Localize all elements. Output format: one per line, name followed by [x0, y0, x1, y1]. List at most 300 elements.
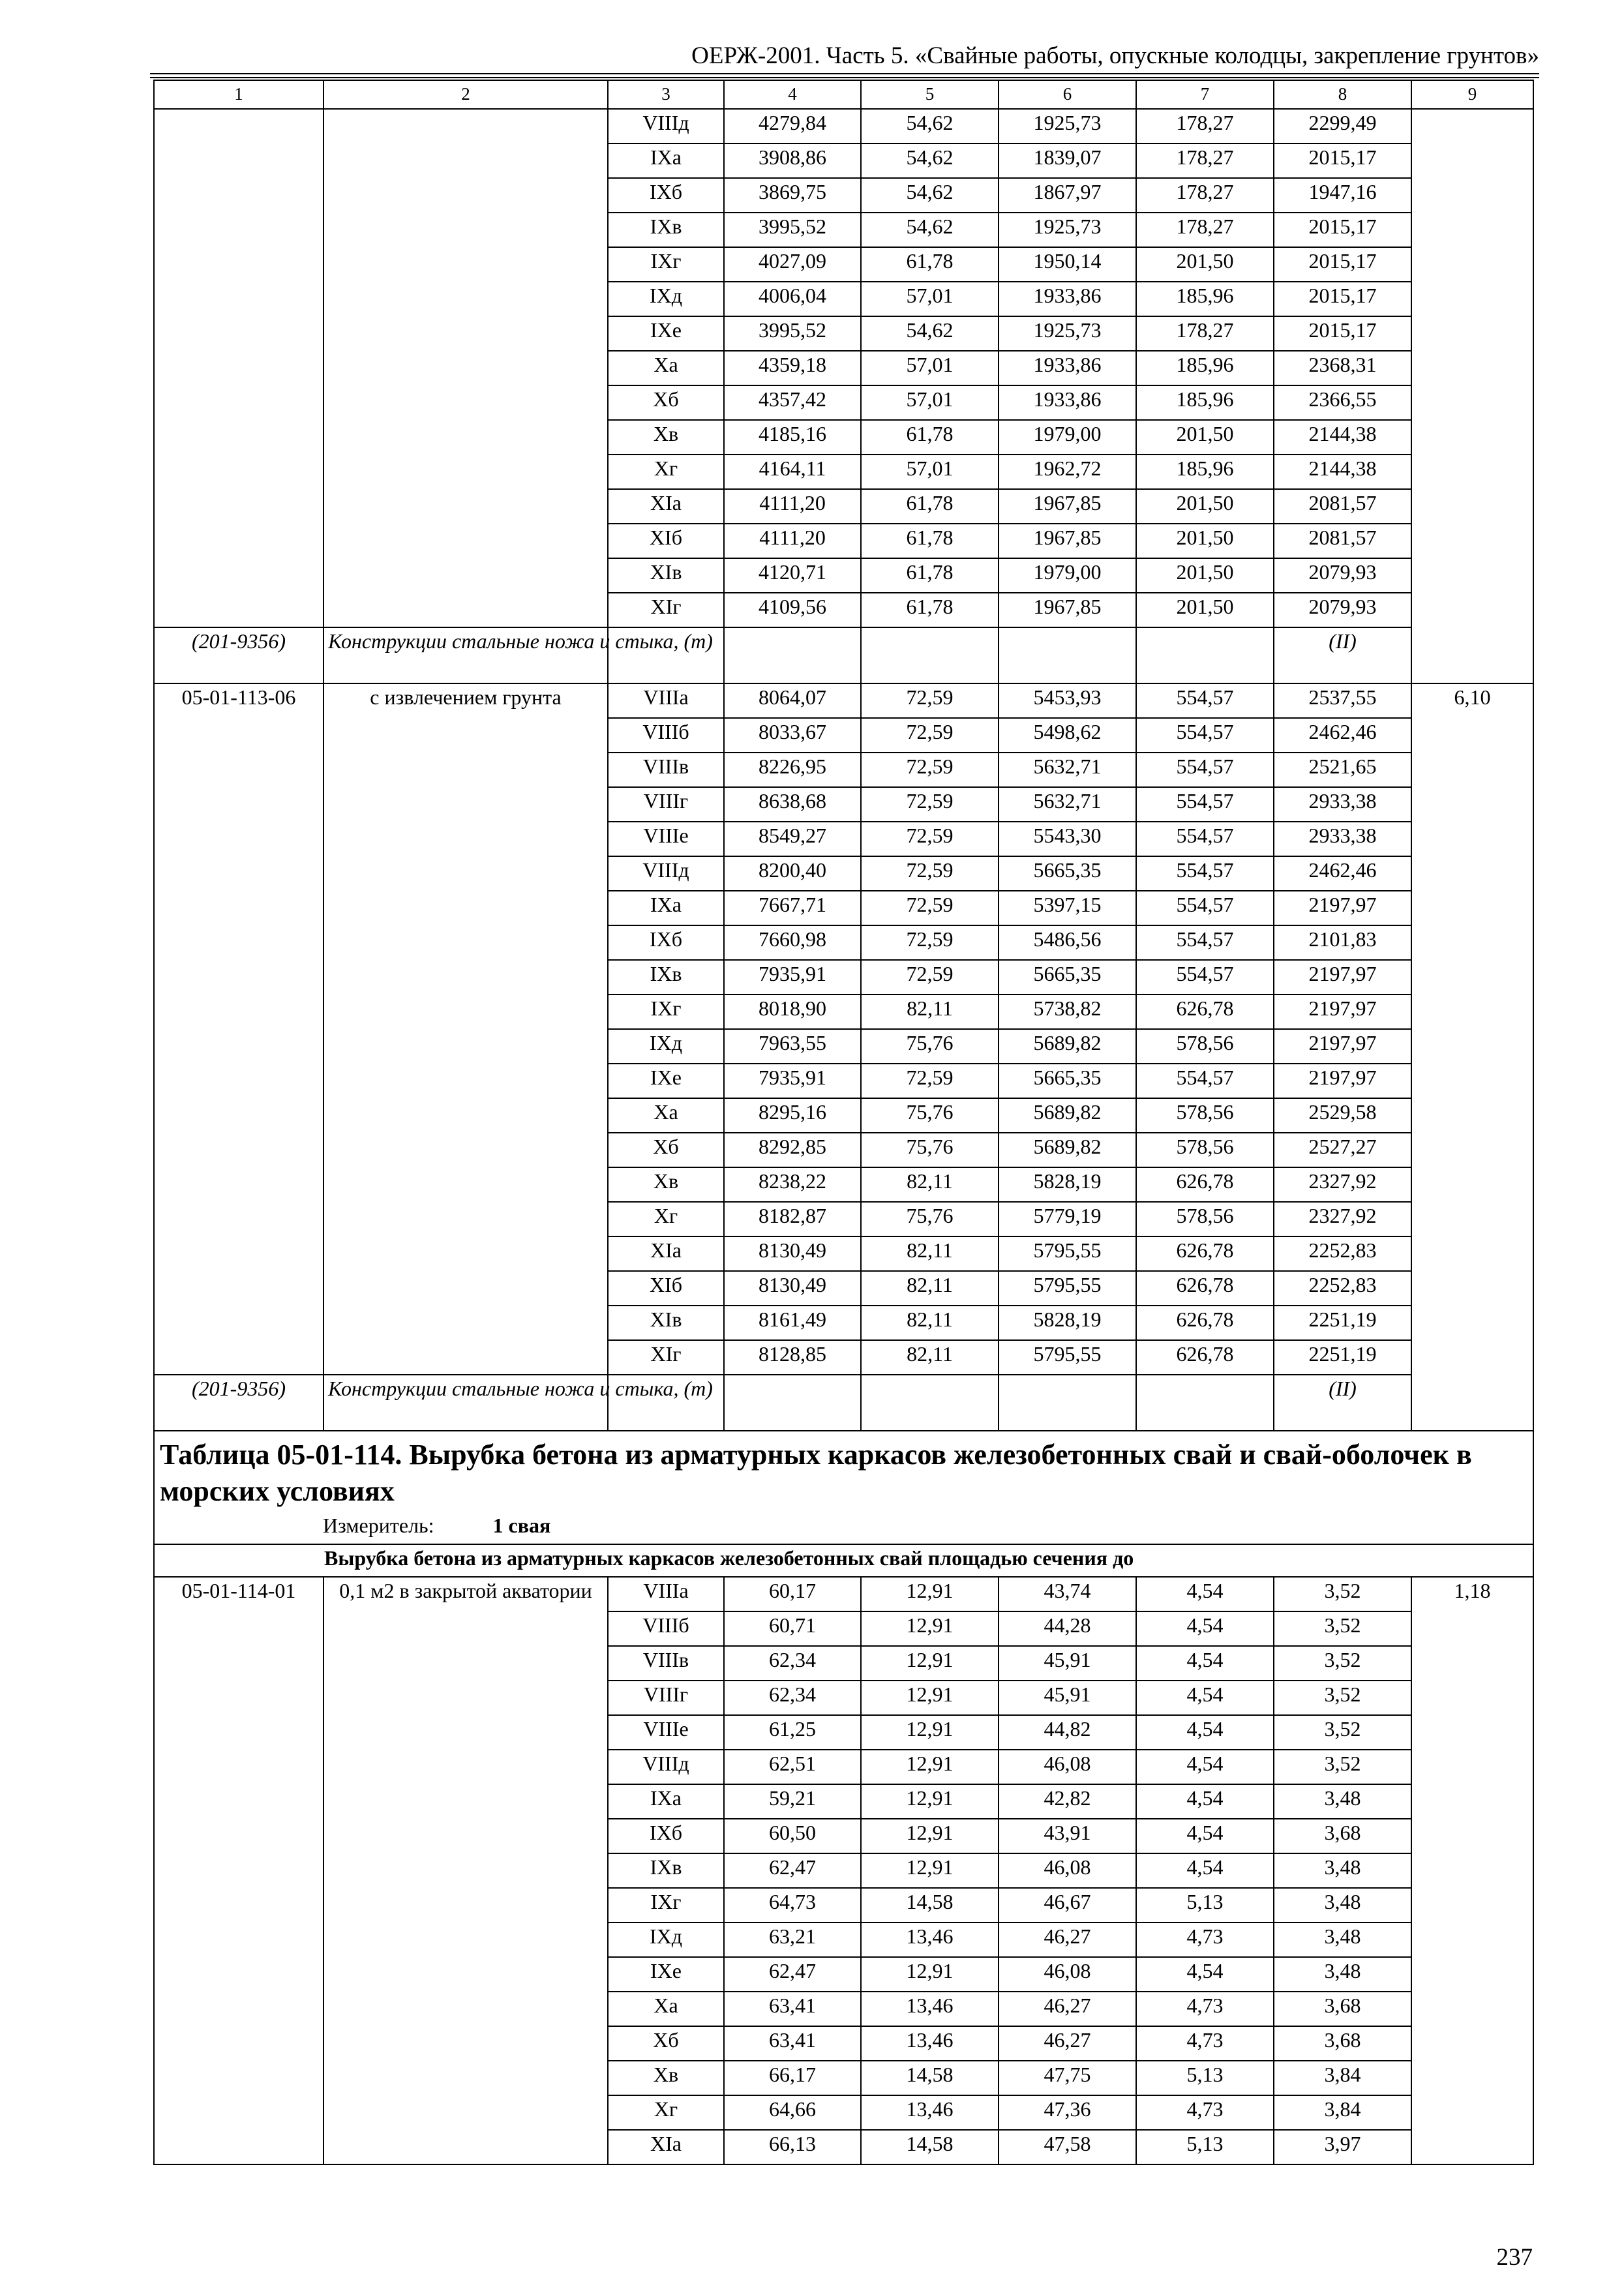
zone-cell: Xб	[608, 2026, 724, 2061]
value-cell: 2251,19	[1274, 1306, 1411, 1340]
value-cell: 47,58	[999, 2130, 1136, 2164]
value-cell: 82,11	[861, 1271, 999, 1306]
value-cell: 72,59	[861, 753, 999, 787]
value-cell: 5689,82	[999, 1133, 1136, 1167]
value-cell: 2144,38	[1274, 455, 1411, 489]
zone-cell: VIIIг	[608, 1681, 724, 1715]
value-cell: 72,59	[861, 718, 999, 753]
value-cell: 554,57	[1136, 960, 1274, 995]
zone-cell: VIIIд	[608, 856, 724, 891]
value-cell: 4,54	[1136, 1611, 1274, 1646]
value-cell: 72,59	[861, 787, 999, 822]
value-cell: 2252,83	[1274, 1271, 1411, 1306]
value-cell: 44,28	[999, 1611, 1136, 1646]
value-cell: 3,48	[1274, 1784, 1411, 1819]
value-cell: 2327,92	[1274, 1167, 1411, 1202]
value-cell: 3,48	[1274, 1957, 1411, 1992]
value-cell: 5689,82	[999, 1029, 1136, 1064]
value-cell: 554,57	[1136, 822, 1274, 856]
value-cell: 5689,82	[999, 1098, 1136, 1133]
zone-cell: XIг	[608, 593, 724, 627]
value-cell: 626,78	[1136, 995, 1274, 1029]
value-cell: 5,13	[1136, 2130, 1274, 2164]
value-cell: 3,52	[1274, 1715, 1411, 1750]
value-cell: 2368,31	[1274, 351, 1411, 385]
value-cell: 185,96	[1136, 351, 1274, 385]
value-cell: 1925,73	[999, 109, 1136, 143]
value-cell: 5,13	[1136, 1888, 1274, 1922]
zone-cell: IXв	[608, 213, 724, 247]
value-cell: 1979,00	[999, 420, 1136, 455]
table-title-cell	[154, 1431, 1533, 1544]
value-cell: 47,75	[999, 2061, 1136, 2095]
value-cell: 8033,67	[724, 718, 861, 753]
value-cell: 2144,38	[1274, 420, 1411, 455]
value-cell: 578,56	[1136, 1098, 1274, 1133]
zone-cell: IXг	[608, 247, 724, 282]
value-cell: 4357,42	[724, 385, 861, 420]
value-cell: 3,52	[1274, 1681, 1411, 1715]
value-cell: 54,62	[861, 109, 999, 143]
value-cell: 3,68	[1274, 1992, 1411, 2026]
value-cell: 54,62	[861, 178, 999, 213]
value-cell: 4111,20	[724, 524, 861, 558]
value-cell: 4006,04	[724, 282, 861, 316]
value-cell: 2015,17	[1274, 213, 1411, 247]
resource-row	[154, 627, 1533, 683]
value-cell: 8128,85	[724, 1340, 861, 1375]
zone-cell: Xг	[608, 455, 724, 489]
value-cell: 5738,82	[999, 995, 1136, 1029]
zone-cell: IXв	[608, 960, 724, 995]
value-cell: 2529,58	[1274, 1098, 1411, 1133]
value-cell: 57,01	[861, 351, 999, 385]
value-cell: 201,50	[1136, 593, 1274, 627]
value-cell: 554,57	[1136, 856, 1274, 891]
value-cell: 5486,56	[999, 925, 1136, 960]
value-cell: 54,62	[861, 143, 999, 178]
zone-cell: Xб	[608, 385, 724, 420]
value-cell: 8549,27	[724, 822, 861, 856]
zone-cell: Xв	[608, 1167, 724, 1202]
value-cell: 2252,83	[1274, 1236, 1411, 1271]
value-cell: 2933,38	[1274, 822, 1411, 856]
zone-cell: VIIIд	[608, 1750, 724, 1784]
running-header: ОЕРЖ-2001. Часть 5. «Свайные работы, опускные колодцы, закрепление грунтов»	[691, 42, 1539, 69]
value-cell: 63,21	[724, 1922, 861, 1957]
value-cell: 2079,93	[1274, 593, 1411, 627]
value-cell: 8226,95	[724, 753, 861, 787]
value-cell: 72,59	[861, 960, 999, 995]
column-number: 9	[1411, 80, 1533, 109]
col9-cell: 6,10	[1411, 683, 1533, 1431]
header-rule-thin	[150, 77, 1539, 78]
value-cell: 2015,17	[1274, 247, 1411, 282]
value-cell: 60,17	[724, 1577, 861, 1611]
column-number: 8	[1274, 80, 1411, 109]
value-cell: 185,96	[1136, 385, 1274, 420]
subheading-row	[154, 1544, 1533, 1577]
value-cell: 3995,52	[724, 213, 861, 247]
value-cell: 2197,97	[1274, 995, 1411, 1029]
zone-cell: IXд	[608, 1029, 724, 1064]
value-cell: 72,59	[861, 856, 999, 891]
value-cell: 626,78	[1136, 1167, 1274, 1202]
rate-name-cell	[323, 109, 608, 627]
zone-cell: VIIIв	[608, 753, 724, 787]
empty-cell	[724, 1375, 861, 1431]
value-cell: 72,59	[861, 1064, 999, 1098]
value-cell: 61,78	[861, 593, 999, 627]
value-cell: 61,78	[861, 558, 999, 593]
zone-cell: XIв	[608, 558, 724, 593]
zone-cell: XIг	[608, 1340, 724, 1375]
value-cell: 2299,49	[1274, 109, 1411, 143]
zone-cell: XIв	[608, 1306, 724, 1340]
value-cell: 47,36	[999, 2095, 1136, 2130]
value-cell: 2101,83	[1274, 925, 1411, 960]
zone-cell: IXе	[608, 1957, 724, 1992]
value-cell: 3,52	[1274, 1750, 1411, 1784]
empty-cell	[724, 627, 861, 683]
value-cell: 72,59	[861, 683, 999, 718]
zone-cell: IXд	[608, 1922, 724, 1957]
value-cell: 3,97	[1274, 2130, 1411, 2164]
value-cell: 60,50	[724, 1819, 861, 1853]
value-cell: 178,27	[1136, 109, 1274, 143]
value-cell: 44,82	[999, 1715, 1136, 1750]
table-row	[154, 1577, 1533, 1611]
value-cell: 75,76	[861, 1202, 999, 1236]
value-cell: 626,78	[1136, 1271, 1274, 1306]
value-cell: 5779,19	[999, 1202, 1136, 1236]
zone-cell: IXе	[608, 1064, 724, 1098]
empty-cell	[1136, 1375, 1274, 1431]
value-cell: 8638,68	[724, 787, 861, 822]
value-cell: 1979,00	[999, 558, 1136, 593]
value-cell: 626,78	[1136, 1306, 1274, 1340]
zone-cell: VIIIб	[608, 1611, 724, 1646]
value-cell: 4,54	[1136, 1819, 1274, 1853]
zone-cell: IXб	[608, 925, 724, 960]
zone-cell: XIа	[608, 489, 724, 524]
value-cell: 4,54	[1136, 1577, 1274, 1611]
value-cell: 178,27	[1136, 143, 1274, 178]
value-cell: 8182,87	[724, 1202, 861, 1236]
value-cell: 4359,18	[724, 351, 861, 385]
value-cell: 1967,85	[999, 593, 1136, 627]
resource-name: Конструкции стальные ножа и стыка, (т)	[323, 627, 608, 683]
zone-cell: IXд	[608, 282, 724, 316]
value-cell: 5828,19	[999, 1167, 1136, 1202]
column-number: 4	[724, 80, 861, 109]
value-cell: 2081,57	[1274, 489, 1411, 524]
value-cell: 4185,16	[724, 420, 861, 455]
value-cell: 1947,16	[1274, 178, 1411, 213]
value-cell: 14,58	[861, 1888, 999, 1922]
col9-cell: 1,18	[1411, 1577, 1533, 2164]
zone-cell: XIа	[608, 1236, 724, 1271]
value-cell: 61,78	[861, 247, 999, 282]
value-cell: 66,17	[724, 2061, 861, 2095]
value-cell: 2251,19	[1274, 1340, 1411, 1375]
value-cell: 64,66	[724, 2095, 861, 2130]
value-cell: 4027,09	[724, 247, 861, 282]
value-cell: 4,54	[1136, 1681, 1274, 1715]
value-cell: 554,57	[1136, 718, 1274, 753]
value-cell: 54,62	[861, 316, 999, 351]
empty-cell	[861, 1375, 999, 1431]
value-cell: 12,91	[861, 1853, 999, 1888]
value-cell: 12,91	[861, 1819, 999, 1853]
page-number: 237	[1496, 2244, 1533, 2271]
zone-cell: IXг	[608, 995, 724, 1029]
value-cell: 8161,49	[724, 1306, 861, 1340]
value-cell: 4,54	[1136, 1646, 1274, 1681]
value-cell: 3908,86	[724, 143, 861, 178]
value-cell: 60,71	[724, 1611, 861, 1646]
column-number: 2	[323, 80, 608, 109]
value-cell: 8018,90	[724, 995, 861, 1029]
value-cell: 59,21	[724, 1784, 861, 1819]
value-cell: 2462,46	[1274, 856, 1411, 891]
value-cell: 4,73	[1136, 2026, 1274, 2061]
value-cell: 2327,92	[1274, 1202, 1411, 1236]
rate-code-cell: 05-01-114-01	[154, 1577, 323, 2164]
value-cell: 201,50	[1136, 247, 1274, 282]
zone-cell: VIIIб	[608, 718, 724, 753]
value-cell: 1933,86	[999, 351, 1136, 385]
value-cell: 8292,85	[724, 1133, 861, 1167]
value-cell: 201,50	[1136, 420, 1274, 455]
value-cell: 46,27	[999, 1992, 1136, 2026]
value-cell: 5665,35	[999, 960, 1136, 995]
value-cell: 3,48	[1274, 1922, 1411, 1957]
value-cell: 13,46	[861, 2026, 999, 2061]
value-cell: 12,91	[861, 1646, 999, 1681]
value-cell: 2197,97	[1274, 960, 1411, 995]
zone-cell: XIб	[608, 1271, 724, 1306]
value-cell: 2015,17	[1274, 282, 1411, 316]
measure-label: Измеритель:	[323, 1514, 434, 1537]
empty-cell	[861, 627, 999, 683]
zone-cell: IXе	[608, 316, 724, 351]
value-cell: 14,58	[861, 2061, 999, 2095]
value-cell: 578,56	[1136, 1029, 1274, 1064]
rate-code-cell	[154, 109, 323, 627]
value-cell: 13,46	[861, 2095, 999, 2130]
value-cell: 2462,46	[1274, 718, 1411, 753]
value-cell: 4164,11	[724, 455, 861, 489]
value-cell: 554,57	[1136, 787, 1274, 822]
value-cell: 61,78	[861, 489, 999, 524]
empty-cell	[999, 1375, 1136, 1431]
value-cell: 4,54	[1136, 1853, 1274, 1888]
value-cell: 2197,97	[1274, 891, 1411, 925]
value-cell: 57,01	[861, 455, 999, 489]
column-number-row	[154, 80, 1533, 109]
value-cell: 5453,93	[999, 683, 1136, 718]
value-cell: 7935,91	[724, 1064, 861, 1098]
value-cell: 7660,98	[724, 925, 861, 960]
value-cell: 42,82	[999, 1784, 1136, 1819]
resource-value: (II)	[1274, 1375, 1411, 1431]
zone-cell: IXб	[608, 1819, 724, 1853]
value-cell: 5795,55	[999, 1271, 1136, 1306]
value-cell: 5632,71	[999, 787, 1136, 822]
value-cell: 4109,56	[724, 593, 861, 627]
value-cell: 5498,62	[999, 718, 1136, 753]
resource-value: (II)	[1274, 627, 1411, 683]
table-row	[154, 683, 1533, 718]
zone-cell: IXг	[608, 1888, 724, 1922]
value-cell: 14,58	[861, 2130, 999, 2164]
value-cell: 3,84	[1274, 2095, 1411, 2130]
zone-cell: Xа	[608, 1992, 724, 2026]
value-cell: 554,57	[1136, 1064, 1274, 1098]
value-cell: 201,50	[1136, 524, 1274, 558]
value-cell: 3869,75	[724, 178, 861, 213]
value-cell: 8295,16	[724, 1098, 861, 1133]
value-cell: 4111,20	[724, 489, 861, 524]
value-cell: 178,27	[1136, 213, 1274, 247]
value-cell: 7667,71	[724, 891, 861, 925]
value-cell: 5,13	[1136, 2061, 1274, 2095]
measure-value: 1 свая	[492, 1514, 551, 1537]
value-cell: 4,73	[1136, 1992, 1274, 2026]
value-cell: 178,27	[1136, 178, 1274, 213]
subheading: Вырубка бетона из арматурных каркасов железобетонных свай площадью сечения до	[154, 1544, 1533, 1577]
zone-cell: VIIIа	[608, 1577, 724, 1611]
value-cell: 62,34	[724, 1681, 861, 1715]
value-cell: 63,41	[724, 1992, 861, 2026]
value-cell: 2537,55	[1274, 683, 1411, 718]
value-cell: 2366,55	[1274, 385, 1411, 420]
value-cell: 1967,85	[999, 489, 1136, 524]
value-cell: 46,08	[999, 1750, 1136, 1784]
value-cell: 3,48	[1274, 1853, 1411, 1888]
value-cell: 13,46	[861, 1922, 999, 1957]
value-cell: 13,46	[861, 1992, 999, 2026]
value-cell: 2521,65	[1274, 753, 1411, 787]
value-cell: 3,68	[1274, 1819, 1411, 1853]
value-cell: 61,25	[724, 1715, 861, 1750]
value-cell: 82,11	[861, 1167, 999, 1202]
value-cell: 626,78	[1136, 1236, 1274, 1271]
value-cell: 12,91	[861, 1577, 999, 1611]
zone-cell: Xв	[608, 2061, 724, 2095]
value-cell: 3,48	[1274, 1888, 1411, 1922]
value-cell: 5665,35	[999, 1064, 1136, 1098]
value-cell: 75,76	[861, 1098, 999, 1133]
value-cell: 2015,17	[1274, 316, 1411, 351]
value-cell: 1967,85	[999, 524, 1136, 558]
zone-cell: IXб	[608, 178, 724, 213]
value-cell: 4120,71	[724, 558, 861, 593]
value-cell: 63,41	[724, 2026, 861, 2061]
resource-code: (201-9356)	[154, 1375, 323, 1431]
value-cell: 554,57	[1136, 891, 1274, 925]
value-cell: 185,96	[1136, 282, 1274, 316]
zone-cell: XIб	[608, 524, 724, 558]
value-cell: 82,11	[861, 1236, 999, 1271]
zone-cell: VIIIе	[608, 1715, 724, 1750]
zone-cell: VIIIв	[608, 1646, 724, 1681]
value-cell: 72,59	[861, 925, 999, 960]
value-cell: 43,91	[999, 1819, 1136, 1853]
value-cell: 12,91	[861, 1957, 999, 1992]
value-cell: 5665,35	[999, 856, 1136, 891]
column-number: 1	[154, 80, 323, 109]
value-cell: 554,57	[1136, 925, 1274, 960]
value-cell: 5795,55	[999, 1340, 1136, 1375]
value-cell: 82,11	[861, 1306, 999, 1340]
value-cell: 7935,91	[724, 960, 861, 995]
zone-cell: Xа	[608, 351, 724, 385]
value-cell: 45,91	[999, 1681, 1136, 1715]
empty-cell	[1136, 627, 1274, 683]
zone-cell: Xг	[608, 1202, 724, 1236]
zone-cell: VIIIг	[608, 787, 724, 822]
table-row	[154, 109, 1533, 143]
value-cell: 72,59	[861, 822, 999, 856]
value-cell: 1925,73	[999, 316, 1136, 351]
measure-line	[160, 1512, 1527, 1538]
value-cell: 62,47	[724, 1853, 861, 1888]
value-cell: 12,91	[861, 1784, 999, 1819]
value-cell: 554,57	[1136, 683, 1274, 718]
zone-cell: XIа	[608, 2130, 724, 2164]
value-cell: 64,73	[724, 1888, 861, 1922]
table-title: Таблица 05-01-114. Вырубка бетона из арматурных каркасов железобетонных свай и свай-оболочек в морских условиях	[160, 1439, 1472, 1507]
empty-cell	[999, 627, 1136, 683]
value-cell: 75,76	[861, 1029, 999, 1064]
value-cell: 4,54	[1136, 1784, 1274, 1819]
value-cell: 5397,15	[999, 891, 1136, 925]
value-cell: 201,50	[1136, 489, 1274, 524]
value-cell: 57,01	[861, 385, 999, 420]
value-cell: 5795,55	[999, 1236, 1136, 1271]
value-cell: 3,68	[1274, 2026, 1411, 2061]
value-cell: 82,11	[861, 995, 999, 1029]
value-cell: 46,08	[999, 1853, 1136, 1888]
value-cell: 578,56	[1136, 1133, 1274, 1167]
header-rule	[150, 73, 1539, 74]
value-cell: 12,91	[861, 1611, 999, 1646]
column-number: 7	[1136, 80, 1274, 109]
value-cell: 46,08	[999, 1957, 1136, 1992]
value-cell: 45,91	[999, 1646, 1136, 1681]
value-cell: 4,54	[1136, 1750, 1274, 1784]
value-cell: 3995,52	[724, 316, 861, 351]
resource-code: (201-9356)	[154, 627, 323, 683]
value-cell: 626,78	[1136, 1340, 1274, 1375]
value-cell: 2933,38	[1274, 787, 1411, 822]
zone-cell: IXа	[608, 143, 724, 178]
value-cell: 2081,57	[1274, 524, 1411, 558]
value-cell: 2197,97	[1274, 1029, 1411, 1064]
zone-cell: VIIIд	[608, 109, 724, 143]
zone-cell: VIIIе	[608, 822, 724, 856]
value-cell: 57,01	[861, 282, 999, 316]
value-cell: 61,78	[861, 420, 999, 455]
column-number: 5	[861, 80, 999, 109]
value-cell: 5543,30	[999, 822, 1136, 856]
value-cell: 12,91	[861, 1750, 999, 1784]
value-cell: 3,52	[1274, 1611, 1411, 1646]
zone-cell: Xб	[608, 1133, 724, 1167]
value-cell: 1839,07	[999, 143, 1136, 178]
